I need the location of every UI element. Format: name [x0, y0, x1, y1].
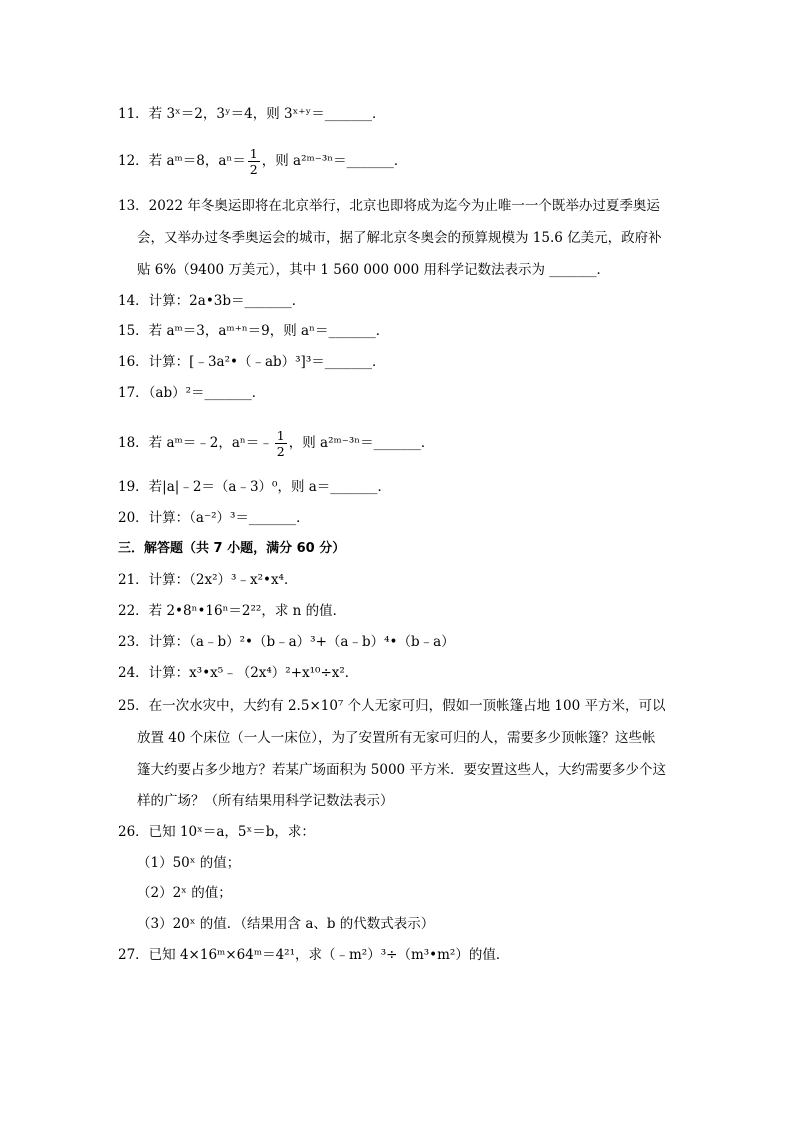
question-23: 23．计算：（a﹣b）²•（b﹣a）³+（a﹣b）⁴•（b﹣a）	[118, 634, 455, 650]
question-25-line-1: 25．在一次水灾中，大约有 2.5×10⁷ 个人无家可归，假如一顶帐篷占地 100 平方米，可以	[118, 698, 666, 714]
question-14: 14．计算：2a•3b＝_______．	[118, 293, 306, 309]
question-15: 15．若 aᵐ＝3，aᵐ⁺ⁿ＝9，则 aⁿ＝_______．	[118, 323, 390, 339]
question-18-part-a: 18．若 aᵐ＝﹣2，aⁿ＝﹣	[118, 435, 273, 451]
question-17: 17．（ab）²＝_______．	[118, 385, 266, 401]
question-26-part-1: （1）50ˣ 的值；	[137, 855, 241, 871]
question-26-part-3: （3）20ˣ 的值．（结果用含 a、b 的代数式表示）	[137, 916, 435, 932]
section-heading: 三．解答题（共 7 小题，满分 60 分）	[118, 541, 346, 556]
question-13-line-2: 会，又举办过冬季奥运会的城市，据了解北京冬奥会的预算规模为 15.6 亿美元，政府补	[137, 230, 662, 246]
question-26: 26．已知 10ˣ＝a，5ˣ＝b，求：	[118, 824, 315, 840]
question-19: 19．若|a|﹣2＝（a﹣3）⁰，则 a＝_______．	[118, 479, 392, 495]
fraction-numerator: 1	[249, 146, 258, 161]
fraction-one-half	[275, 428, 287, 459]
fraction-denominator: 2	[276, 444, 285, 459]
question-25-line-4: 样的广场？（所有结果用科学记数法表示）	[137, 793, 394, 809]
question-12-part-b: ，则 a²ᵐ⁻³ⁿ＝_______．	[261, 153, 408, 169]
question-18-part-b: ，则 a²ᵐ⁻³ⁿ＝_______．	[288, 435, 435, 451]
question-11: 11．若 3ˣ＝2，3ʸ＝4，则 3ˣ⁺ʸ＝_______．	[118, 106, 386, 122]
question-25-line-3: 篷大约要占多少地方？若某广场面积为 5000 平方米．要安置这些人，大约需要多少个这	[137, 762, 666, 778]
question-22: 22．若 2•8ⁿ•16ⁿ＝2²²，求 n 的值．	[118, 603, 347, 619]
question-27: 27．已知 4×16ᵐ×64ᵐ＝4²¹，求（﹣m²）³÷（m³•m²）的值．	[118, 947, 510, 963]
question-20: 20．计算：（a⁻²）³＝_______．	[118, 510, 310, 526]
question-13-line-3: 贴 6%（9400 万美元），其中 1 560 000 000 用科学记数法表示为 _______．	[137, 262, 610, 278]
question-13-line-1: 13．2022 年冬奥运即将在北京举行，北京也即将成为迄今为止唯一一个既举办过夏季奥运	[118, 198, 660, 214]
fraction-one-half	[248, 146, 260, 177]
question-12-part-a: 12．若 aᵐ＝8，aⁿ＝	[118, 153, 246, 169]
fraction-denominator: 2	[249, 162, 258, 177]
question-24: 24．计算：x³•x⁵﹣（2x⁴）²+x¹⁰÷x²．	[118, 665, 359, 681]
question-18	[118, 428, 704, 459]
question-12	[118, 146, 704, 177]
question-16: 16．计算：[﹣3a²•（﹣ab）³]³＝_______．	[118, 354, 386, 370]
fraction-numerator: 1	[276, 428, 285, 443]
question-26-part-2: （2）2ˣ 的值；	[137, 885, 232, 901]
question-25-line-2: 放置 40 个床位（一人一床位），为了安置所有无家可归的人，需要多少顶帐篷？这些帐	[137, 730, 656, 746]
question-21: 21．计算：（2x²）³﹣x²•x⁴．	[118, 572, 298, 588]
